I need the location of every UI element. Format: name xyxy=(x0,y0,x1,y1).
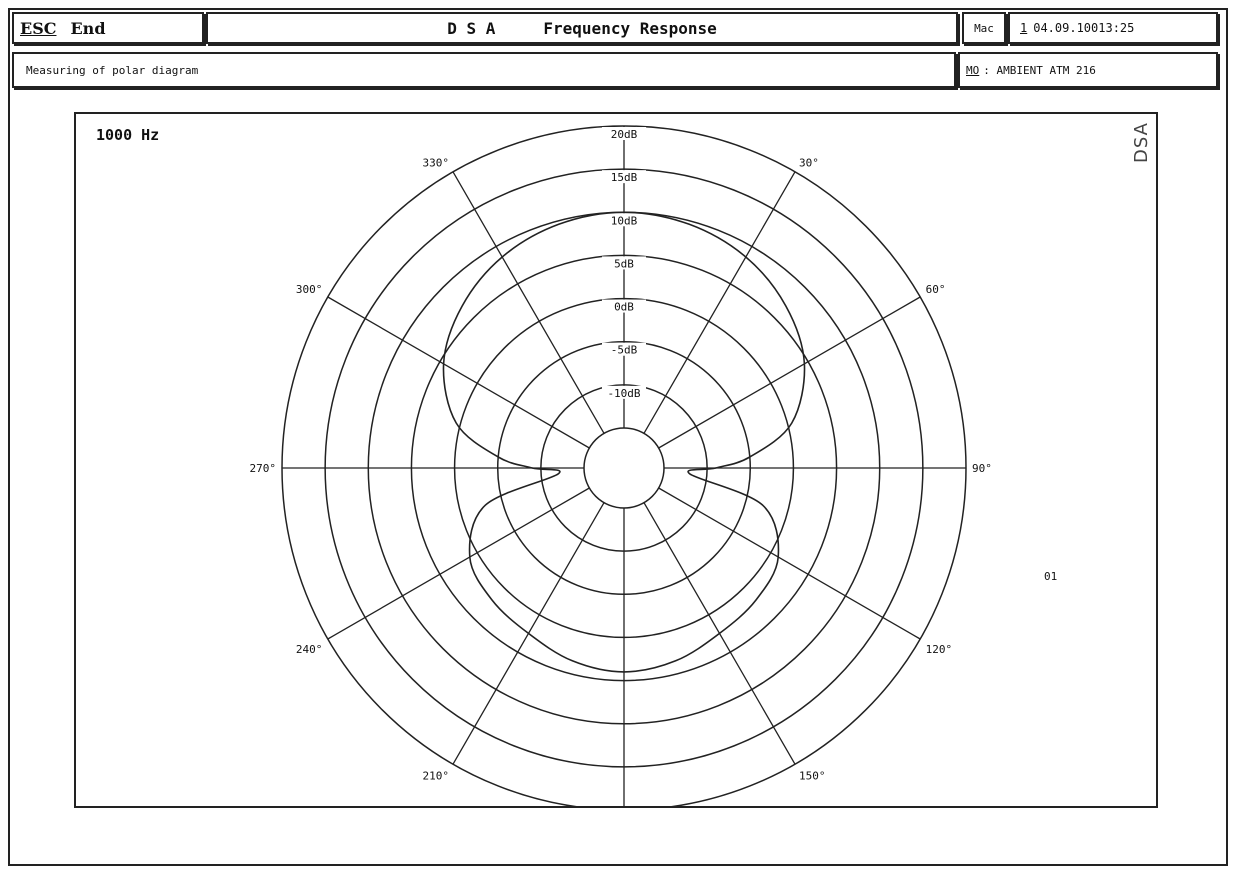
angle-tick-label: 210° xyxy=(422,769,449,783)
polar-spoke xyxy=(644,172,795,434)
angle-tick-label: 90° xyxy=(972,462,992,475)
status-message-text: Measuring of polar diagram xyxy=(26,63,199,77)
ring-tick-label: 15dB xyxy=(610,171,638,185)
angle-tick-label: 120° xyxy=(925,643,953,656)
polar-chart xyxy=(76,114,1156,806)
end-label: End xyxy=(70,18,106,38)
channel-datetime xyxy=(1008,12,1218,44)
angle-tick-label: 30° xyxy=(799,156,819,170)
angle-tick-label: 240° xyxy=(295,643,323,656)
angle-tick-label: 60° xyxy=(925,283,946,296)
esc-key-label: ESC xyxy=(20,18,57,38)
polar-spoke xyxy=(659,488,921,639)
brand-watermark: DSA xyxy=(1131,122,1152,163)
mic-model: : AMBIENT ATM 216 xyxy=(983,63,1096,77)
ring-tick-label: 5dB xyxy=(614,257,634,271)
ring-tick-label: 20dB xyxy=(610,128,638,141)
microphone-info[interactable] xyxy=(958,52,1218,88)
ring-tick-label: 0dB xyxy=(614,300,634,314)
mode-badge[interactable] xyxy=(962,12,1006,44)
ring-tick-label: 10dB xyxy=(610,214,638,228)
angle-tick-label: 270° xyxy=(249,462,276,475)
app-name: D S A xyxy=(447,18,496,38)
polar-spoke xyxy=(453,172,604,434)
angle-tick-label: 330° xyxy=(422,156,449,170)
ring-tick-label: -5dB xyxy=(610,343,638,357)
view-title: Frequency Response xyxy=(543,18,717,38)
frequency-label: 1000 Hz xyxy=(96,126,160,144)
angle-tick-label: 300° xyxy=(295,283,323,296)
curve-label: 01 xyxy=(1044,570,1058,583)
polar-center-circle xyxy=(584,428,664,508)
status-message xyxy=(12,52,956,88)
window-title xyxy=(206,12,958,44)
channel-number: 1 xyxy=(1020,21,1028,35)
polar-plot-panel xyxy=(74,112,1158,808)
datetime-text: 04.09.10013:25 xyxy=(1033,21,1135,35)
polar-spoke xyxy=(328,488,590,639)
angle-tick-label: 150° xyxy=(799,769,826,783)
mic-key-label: MO xyxy=(966,63,980,77)
mode-badge-label: Mac xyxy=(974,21,994,35)
ring-tick-label: -10dB xyxy=(607,386,641,400)
esc-end-button[interactable] xyxy=(12,12,204,44)
